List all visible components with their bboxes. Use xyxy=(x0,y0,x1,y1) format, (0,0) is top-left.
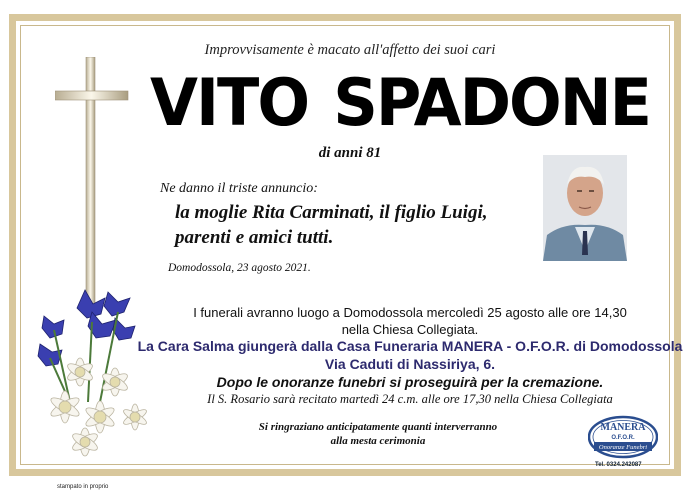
intro-line: Improvvisamente è macato all'affetto dei suoi cari xyxy=(204,42,496,58)
thanks-line-1: Si ringraziano anticipatamente quanti interverranno xyxy=(258,421,498,433)
logo-tag: Onoranze Funebri xyxy=(598,444,648,451)
logo-name: MANERA xyxy=(600,422,646,433)
logo-sub: O.F.O.R. xyxy=(611,435,635,441)
manera-logo xyxy=(588,414,658,460)
funeral-line: I funerali avranno luogo a Domodossola mercoledì 25 agosto alle ore 14,30 xyxy=(193,305,627,320)
logo-telephone: Tel. 0324.242087 xyxy=(595,462,642,468)
portrait-photo xyxy=(543,155,627,261)
address-line: Via Caduti di Nassiriya, 6. xyxy=(324,356,496,372)
cremation-line: Dopo le onoranze funebri si proseguirà per la cremazione. xyxy=(216,374,604,390)
deceased-name xyxy=(150,64,650,141)
cross-icon xyxy=(55,57,130,307)
first-name: VITO xyxy=(150,64,309,141)
church-line: nella Chiesa Collegiata. xyxy=(341,322,479,337)
announcement-lead: Ne danno il triste annuncio: xyxy=(160,181,318,196)
place-date: Domodossola, 23 agosto 2021. xyxy=(168,262,311,274)
rosary-line: Il S. Rosario sarà recitato martedì 24 c.m. alle ore 17,30 nella Chiesa Collegiata xyxy=(207,392,613,406)
age-line: di anni 81 xyxy=(318,145,382,161)
printed-note: stampato in proprio xyxy=(57,484,109,490)
thanks-line-2: alla mesta cerimonia xyxy=(330,435,426,447)
family-line-1: la moglie Rita Carminati, il figlio Luigi, xyxy=(175,202,488,223)
funeral-home-line: La Cara Salma giungerà dalla Casa Funeraria MANERA - O.F.O.R. di Domodossola xyxy=(137,338,683,354)
family-line-2: parenti e amici tutti. xyxy=(175,227,334,248)
last-name: SPADONE xyxy=(333,64,650,141)
